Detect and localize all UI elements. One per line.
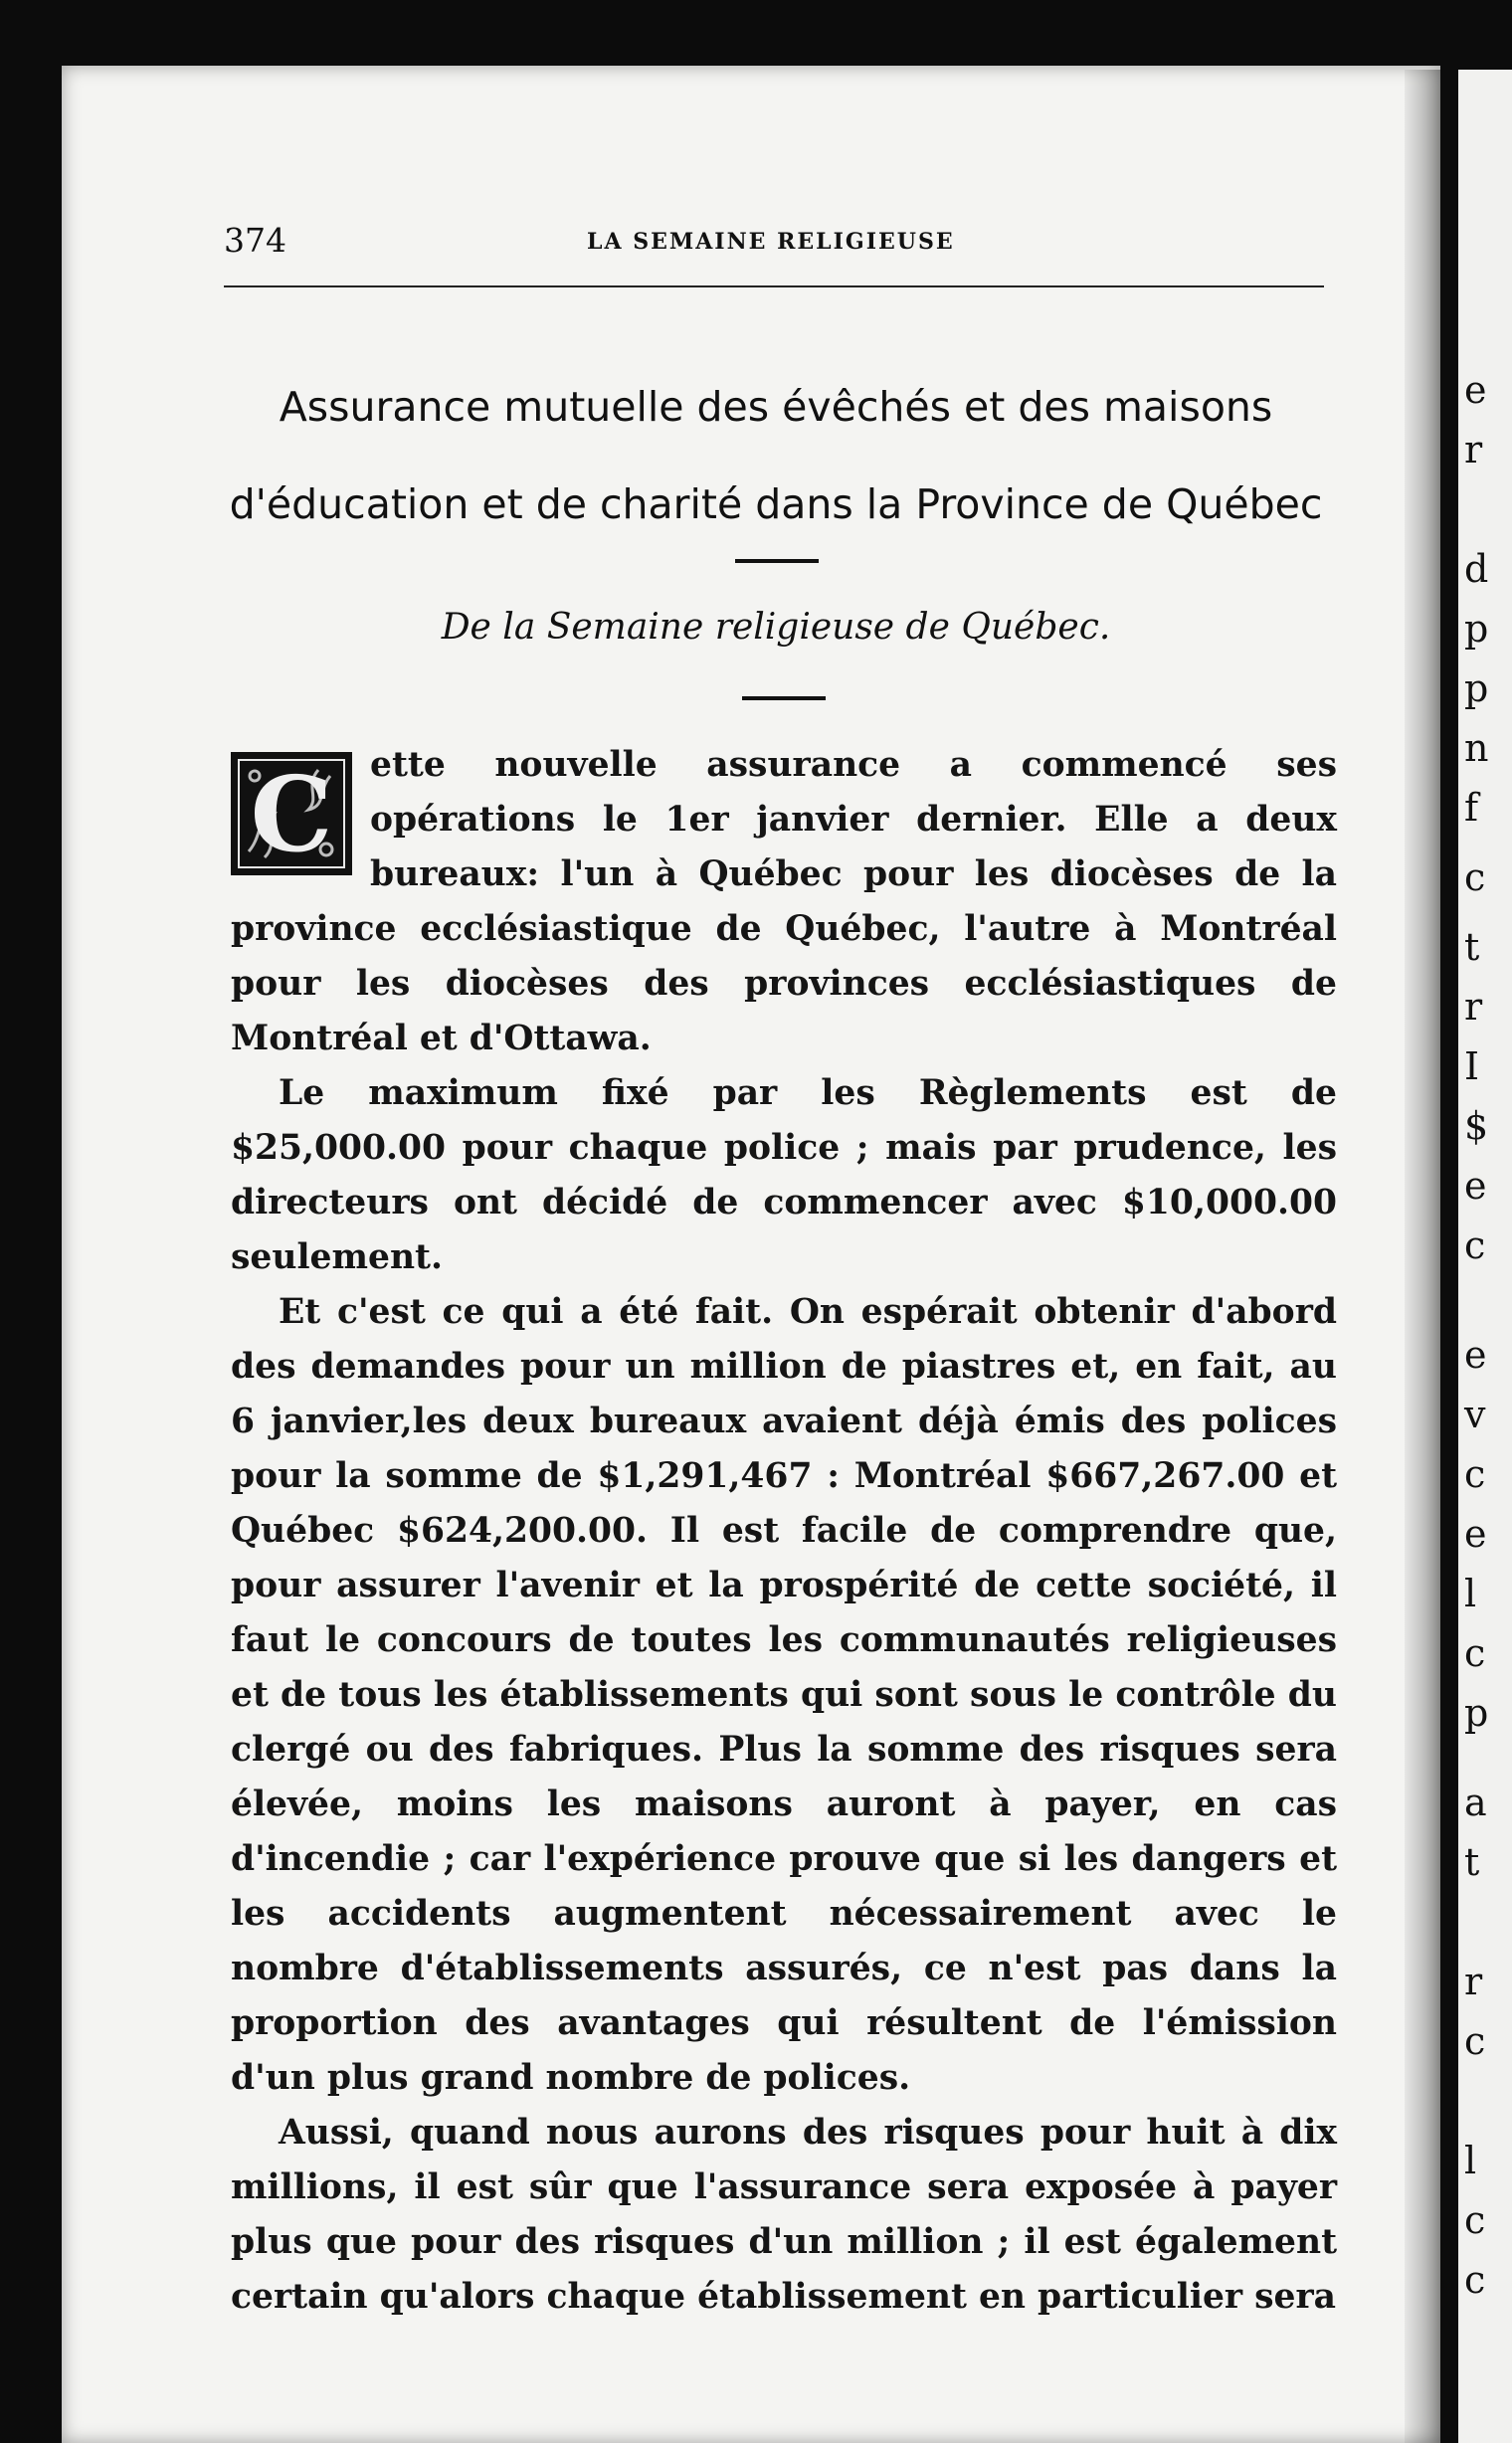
page-number: 374 — [224, 221, 286, 260]
paragraph-1 — [231, 738, 1337, 1066]
facing-page-letter: r — [1464, 428, 1483, 471]
facing-page-letter: p — [1464, 607, 1489, 651]
facing-page-letter: d — [1464, 547, 1489, 591]
facing-page-letter: c — [1464, 1631, 1486, 1675]
facing-page-letter: e — [1464, 1333, 1487, 1377]
facing-page-letter: $ — [1464, 1104, 1489, 1148]
facing-page-letter: t — [1464, 1840, 1480, 1884]
facing-page-letter: c — [1464, 1452, 1486, 1496]
facing-page-letter: e — [1464, 368, 1487, 412]
ornamental-drop-cap — [231, 752, 352, 875]
facing-page-letter: p — [1464, 666, 1489, 710]
article-body — [231, 738, 1337, 2325]
article-title — [199, 358, 1353, 553]
facing-page-letter: c — [1464, 2198, 1486, 2242]
paragraph-1-text: ette nouvelle assurance a commencé ses opérations le 1er janvier dernier. Elle a deux bureaux: l'un à Québec pour les diocèses de la province ecclésiastique de Québec, l'autre à Montréal pour les diocèses des provinces ecclésiastiques de Montréal et d'Ottawa. — [231, 745, 1337, 1058]
page-gutter-shadow — [1405, 70, 1440, 2443]
paragraph-2: Le maximum fixé par les Règlements est de $25,000.00 pour chaque police ; mais par prudence, les directeurs ont décidé de commencer avec $10,000.00 seulement. — [231, 1073, 1337, 1277]
journal-title: LA SEMAINE RELIGIEUSE — [587, 229, 955, 255]
header-rule — [224, 285, 1324, 287]
facing-page-letter: r — [1464, 985, 1483, 1029]
facing-page-letter: v — [1464, 1393, 1486, 1436]
source-attribution: De la Semaine religieuse de Québec. — [441, 607, 1111, 648]
paragraph-3: Et c'est ce qui a été fait. On espérait obtenir d'abord des demandes pour un million de piastres et, en fait, au 6 janvier,les deux bureaux avaient déjà émis des polices pour la somme de $1,291,467 : Montréal $667,267.00 et Québec $624,200.00. Il est facile de comprendre que, pour assurer l'avenir et la prospérité de cette société, il faut le concours de toutes les communautés religieuses et de tous les établissements qui sont sous le contrôle du clergé ou des fabriques. Plus la somme des risques sera élevée, moins les maisons auront à payer, en cas d'incendie ; car l'expérience prouve que si les dangers et les accidents augmentent nécessairement avec le nombre d'établissements assurés, ce n'est pas dans la proportion des avantages qui résultent de l'émission d'un plus grand nombre de polices. — [231, 1292, 1337, 2098]
facing-page-letter: c — [1464, 2019, 1486, 2063]
facing-page-edge — [1458, 70, 1512, 2443]
facing-page-letter: e — [1464, 1512, 1487, 1556]
facing-page-letter: e — [1464, 1164, 1487, 1208]
article-title-line-2: d'éducation et de charité dans la Province de Québec — [229, 480, 1323, 528]
title-divider — [735, 559, 819, 563]
paragraph-4: Aussi, quand nous aurons des risques pour huit à dix millions, il est sûr que l'assurance sera exposée à payer plus que pour des risques d'un million ; il est également certain qu'alors chaque établissement en particulier sera — [231, 2113, 1337, 2317]
drop-cap-letter: C — [250, 753, 333, 875]
article-title-line-1: Assurance mutuelle des évêchés et des maisons — [279, 383, 1273, 431]
facing-page-letter: l — [1464, 2139, 1477, 2182]
facing-page-letter: p — [1464, 1691, 1489, 1735]
facing-page-letter: c — [1464, 855, 1486, 899]
running-head — [224, 221, 1328, 265]
facing-page-letter: f — [1464, 786, 1479, 830]
facing-page-letter: t — [1464, 925, 1480, 969]
facing-page-letter: a — [1464, 1781, 1487, 1824]
facing-page-letter: I — [1464, 1044, 1480, 1088]
source-divider — [742, 696, 826, 700]
facing-page-letter: l — [1464, 1572, 1477, 1615]
facing-page-letter: c — [1464, 1223, 1486, 1267]
facing-page-letter: r — [1464, 1960, 1483, 2003]
facing-page-letter: n — [1464, 726, 1489, 770]
facing-page-letter: c — [1464, 2258, 1486, 2302]
